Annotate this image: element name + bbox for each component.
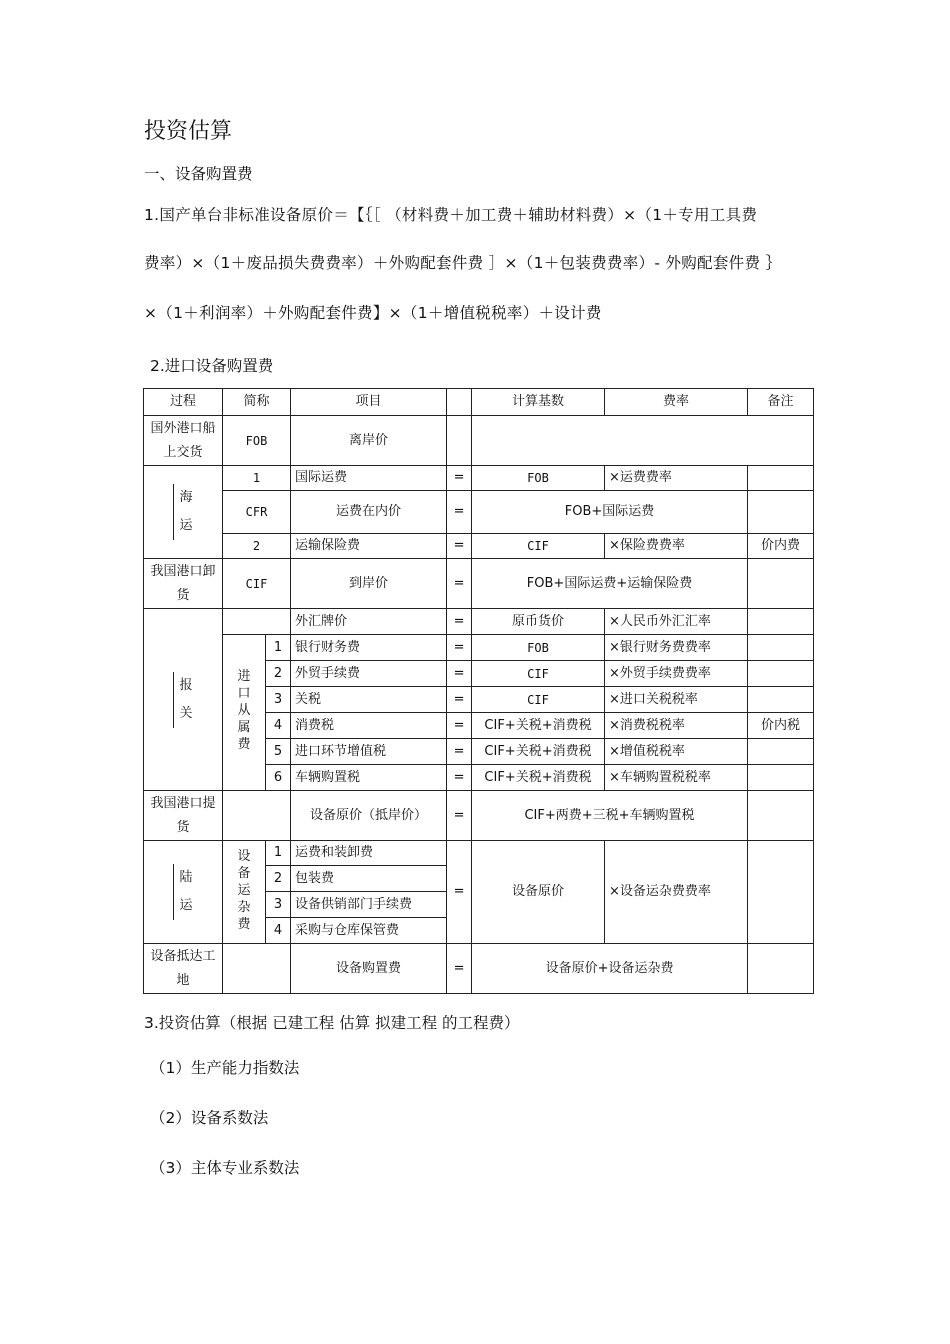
page-title: 投资估算 bbox=[144, 119, 233, 144]
formula-line: 费率）×（1＋废品损失费费率）＋外购配套件费 ］×（1＋包装费费率）- 外购配套件费 ｝ bbox=[144, 254, 782, 272]
note-cell bbox=[748, 466, 814, 491]
note-cell bbox=[748, 739, 814, 765]
header-cell: 计算基数 bbox=[472, 389, 605, 416]
base-cell: FOB bbox=[472, 635, 605, 661]
rate-cell: ×外贸手续费费率 bbox=[605, 661, 748, 687]
item-cell: 采购与仓库保管费 bbox=[291, 918, 447, 944]
section-heading-equipment-cost: 一、设备购置费 bbox=[144, 165, 253, 183]
rate-cell: ×保险费费率 bbox=[605, 534, 748, 559]
formula-line: ×（1＋利润率）＋外购配套件费】×（1＋增值税税率）＋设计费 bbox=[144, 304, 602, 322]
base-cell: CIF+关税+消费税 bbox=[472, 765, 605, 791]
process-label: 海运 bbox=[173, 484, 194, 540]
no-cell: 4 bbox=[266, 918, 291, 944]
rate-cell: ×设备运杂费费率 bbox=[605, 841, 748, 944]
item-cell: 设备原价（抵岸价） bbox=[291, 791, 447, 841]
process-cell: 设备抵达工地 bbox=[144, 944, 223, 994]
note-cell bbox=[748, 609, 814, 635]
note-cell bbox=[748, 841, 814, 944]
no-cell: 5 bbox=[266, 739, 291, 765]
formula-line: 1.国产单台非标准设备原价＝【｛［ （材料费＋加工费＋辅助材料费）×（1＋专用工具费 bbox=[144, 206, 758, 224]
group-label: 设备运杂费 bbox=[237, 848, 251, 932]
table-row bbox=[144, 559, 814, 609]
process-cell: 国外港口船上交货 bbox=[144, 416, 223, 466]
no-cell: 6 bbox=[266, 765, 291, 791]
abbr-cell bbox=[223, 609, 291, 635]
base-cell: CIF+两费+三税+车辆购置税 bbox=[472, 791, 748, 841]
item-cell: 外贸手续费 bbox=[291, 661, 447, 687]
abbr-cell bbox=[223, 944, 291, 994]
group-cell bbox=[223, 841, 266, 944]
item-cell: 运输保险费 bbox=[291, 534, 447, 559]
rate-cell: ×消费税税率 bbox=[605, 713, 748, 739]
item-cell: 银行财务费 bbox=[291, 635, 447, 661]
process-cell bbox=[144, 466, 223, 559]
item-cell: 运费在内价 bbox=[291, 491, 447, 534]
eq-cell bbox=[447, 416, 472, 466]
base-cell: FOB bbox=[472, 466, 605, 491]
base-cell: 设备原价+设备运杂费 bbox=[472, 944, 748, 994]
eq-cell: = bbox=[447, 559, 472, 609]
item-cell: 外汇牌价 bbox=[291, 609, 447, 635]
note-cell bbox=[748, 559, 814, 609]
rate-cell: ×进口关税税率 bbox=[605, 687, 748, 713]
process-label: 报关 bbox=[173, 672, 194, 728]
base-cell: FOB+国际运费+运输保险费 bbox=[472, 559, 748, 609]
base-cell: 设备原价 bbox=[472, 841, 605, 944]
rate-cell: ×银行财务费费率 bbox=[605, 635, 748, 661]
item-cell: 运费和装卸费 bbox=[291, 841, 447, 866]
note-cell bbox=[748, 791, 814, 841]
item-cell: 关税 bbox=[291, 687, 447, 713]
item-cell: 设备购置费 bbox=[291, 944, 447, 994]
eq-cell: = bbox=[447, 635, 472, 661]
rate-cell: ×人民币外汇汇率 bbox=[605, 609, 748, 635]
process-label: 陆运 bbox=[173, 864, 194, 920]
table-row bbox=[144, 635, 814, 661]
empty-cell bbox=[472, 416, 814, 466]
eq-cell: = bbox=[447, 534, 472, 559]
method-item: （3）主体专业系数法 bbox=[150, 1159, 300, 1177]
note-cell bbox=[748, 687, 814, 713]
header-cell: 项目 bbox=[291, 389, 447, 416]
no-cell: 3 bbox=[266, 687, 291, 713]
item-cell: 车辆购置税 bbox=[291, 765, 447, 791]
note-cell bbox=[748, 491, 814, 534]
import-equipment-cost-table bbox=[143, 388, 814, 994]
abbr-cell: 1 bbox=[223, 466, 291, 491]
note-cell: 价内费 bbox=[748, 534, 814, 559]
eq-cell: = bbox=[447, 609, 472, 635]
header-cell: 费率 bbox=[605, 389, 748, 416]
item-cell: 到岸价 bbox=[291, 559, 447, 609]
eq-cell: = bbox=[447, 791, 472, 841]
eq-cell: = bbox=[447, 687, 472, 713]
rate-cell: ×运费费率 bbox=[605, 466, 748, 491]
eq-cell: = bbox=[447, 466, 472, 491]
item-cell: 设备供销部门手续费 bbox=[291, 892, 447, 918]
no-cell: 4 bbox=[266, 713, 291, 739]
process-cell: 我国港口卸货 bbox=[144, 559, 223, 609]
note-cell bbox=[748, 661, 814, 687]
table-row bbox=[144, 944, 814, 994]
item-cell: 包装费 bbox=[291, 866, 447, 892]
note-cell bbox=[748, 635, 814, 661]
table-row bbox=[144, 416, 814, 466]
abbr-cell: 2 bbox=[223, 534, 291, 559]
item-cell: 消费税 bbox=[291, 713, 447, 739]
process-cell bbox=[144, 609, 223, 791]
header-cell: 备注 bbox=[748, 389, 814, 416]
abbr-cell: CFR bbox=[223, 491, 291, 534]
eq-cell: = bbox=[447, 491, 472, 534]
table-row bbox=[144, 534, 814, 559]
abbr-cell: CIF bbox=[223, 559, 291, 609]
section-heading-investment-estimate: 3.投资估算（根据 已建工程 估算 拟建工程 的工程费） bbox=[144, 1014, 520, 1032]
table-header-row bbox=[144, 389, 814, 416]
note-cell bbox=[748, 765, 814, 791]
method-item: （1）生产能力指数法 bbox=[150, 1059, 300, 1077]
base-cell: 原币货价 bbox=[472, 609, 605, 635]
no-cell: 1 bbox=[266, 841, 291, 866]
table-row bbox=[144, 841, 814, 866]
process-cell: 我国港口提货 bbox=[144, 791, 223, 841]
no-cell: 1 bbox=[266, 635, 291, 661]
section-heading-import-equipment: 2.进口设备购置费 bbox=[150, 357, 274, 375]
method-item: （2）设备系数法 bbox=[150, 1109, 269, 1127]
abbr-cell bbox=[223, 791, 291, 841]
rate-cell: ×车辆购置税税率 bbox=[605, 765, 748, 791]
note-cell: 价内税 bbox=[748, 713, 814, 739]
eq-cell: = bbox=[447, 713, 472, 739]
table-row bbox=[144, 609, 814, 635]
base-cell: CIF bbox=[472, 661, 605, 687]
no-cell: 2 bbox=[266, 661, 291, 687]
header-cell: 过程 bbox=[144, 389, 223, 416]
base-cell: CIF bbox=[472, 534, 605, 559]
table-row bbox=[144, 791, 814, 841]
eq-cell: = bbox=[447, 661, 472, 687]
eq-cell: = bbox=[447, 841, 472, 944]
item-cell: 进口环节增值税 bbox=[291, 739, 447, 765]
base-cell: CIF bbox=[472, 687, 605, 713]
base-cell: CIF+关税+消费税 bbox=[472, 739, 605, 765]
header-cell: 简称 bbox=[223, 389, 291, 416]
table-row bbox=[144, 491, 814, 534]
base-cell: CIF+关税+消费税 bbox=[472, 713, 605, 739]
eq-cell: = bbox=[447, 765, 472, 791]
header-cell bbox=[447, 389, 472, 416]
no-cell: 3 bbox=[266, 892, 291, 918]
table-row bbox=[144, 466, 814, 491]
abbr-cell: FOB bbox=[223, 416, 291, 466]
eq-cell: = bbox=[447, 739, 472, 765]
note-cell bbox=[748, 944, 814, 994]
item-cell: 离岸价 bbox=[291, 416, 447, 466]
no-cell: 2 bbox=[266, 866, 291, 892]
eq-cell: = bbox=[447, 944, 472, 994]
rate-cell: ×增值税税率 bbox=[605, 739, 748, 765]
process-cell bbox=[144, 841, 223, 944]
item-cell: 国际运费 bbox=[291, 466, 447, 491]
group-cell bbox=[223, 635, 266, 791]
group-label: 进口从属费 bbox=[237, 669, 251, 752]
base-cell: FOB+国际运费 bbox=[472, 491, 748, 534]
